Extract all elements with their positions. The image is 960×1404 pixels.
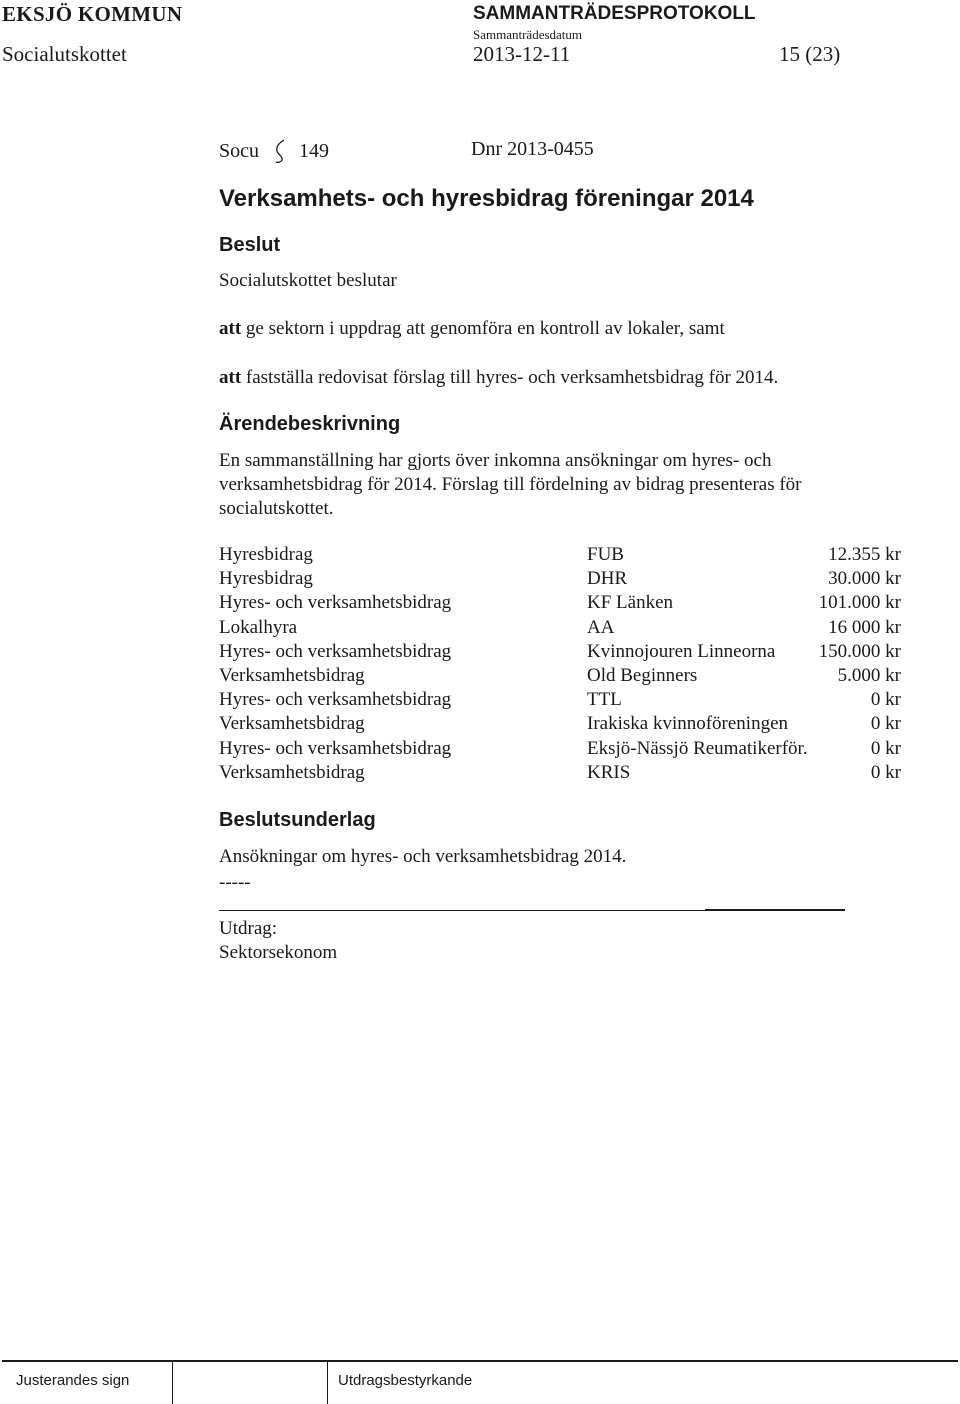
footer-divider	[327, 1362, 328, 1404]
decision-heading: Beslut	[219, 234, 281, 256]
grant-type: Hyresbidrag	[219, 568, 313, 590]
grant-amount: 16 000 kr	[828, 616, 901, 638]
footer-rule	[2, 1360, 958, 1362]
section-number: 149	[299, 139, 329, 162]
grant-row	[219, 665, 909, 689]
grant-organization: Eksjö-Nässjö Reumatikerför.	[587, 737, 808, 759]
grant-organization: Old Beginners	[587, 664, 698, 686]
meeting-date-label: Sammanträdesdatum	[473, 27, 583, 42]
document-type: SAMMANTRÄDESPROTOKOLL	[473, 3, 756, 24]
grant-amount: 0 kr	[870, 713, 901, 735]
municipality-name: EKSJÖ KOMMUN	[2, 2, 183, 26]
grant-amount: 5.000 kr	[837, 664, 901, 686]
decision-clause	[219, 317, 725, 341]
basis-text: Ansökningar om hyres- och verksamhetsbidrag 2014.	[219, 846, 627, 867]
grant-row	[219, 641, 909, 665]
description-line: socialutskottet.	[219, 498, 334, 519]
grant-row	[219, 689, 909, 713]
footer-divider	[172, 1362, 173, 1404]
clause-text: ge sektorn i uppdrag att genomföra en kontroll av lokaler, samt	[241, 318, 725, 339]
description-text	[219, 449, 859, 521]
att-keyword: att	[219, 367, 242, 388]
grant-organization: Irakiska kvinnoföreningen	[587, 713, 789, 735]
grant-organization: DHR	[587, 568, 628, 590]
grant-type: Lokalhyra	[219, 616, 298, 638]
grant-table	[219, 544, 909, 786]
grant-organization: KF Länken	[587, 592, 674, 614]
meeting-date: 2013-12-11	[473, 42, 571, 66]
grant-amount: 12.355 kr	[828, 544, 901, 565]
diarie-number: Dnr 2013-0455	[471, 138, 594, 160]
extract-label: Utdrag:	[219, 918, 278, 939]
page-title: Verksamhets- och hyresbidrag föreningar 2014	[219, 185, 754, 212]
grant-organization: KRIS	[587, 761, 631, 783]
basis-heading: Beslutsunderlag	[219, 809, 376, 831]
grant-amount: 150.000 kr	[818, 640, 901, 662]
grant-amount: 30.000 kr	[828, 568, 901, 590]
grant-organization: TTL	[587, 689, 622, 711]
section-sign-icon	[269, 138, 291, 164]
page-number: 15 (23)	[779, 42, 841, 66]
signature-divider-accent	[705, 909, 845, 911]
grant-amount: 0 kr	[870, 689, 901, 711]
description-heading: Ärendebeskrivning	[219, 413, 401, 435]
section-prefix: Socu	[219, 139, 259, 162]
grant-type: Verksamhetsbidrag	[219, 713, 365, 735]
att-keyword: att	[219, 318, 242, 339]
footer-extract-label: Utdragsbestyrkande	[338, 1372, 473, 1389]
grant-organization: Kvinnojouren Linneorna	[587, 640, 776, 662]
description-line: En sammanställning har gjorts över inkomna ansökningar om hyres- och	[219, 450, 772, 471]
decision-clause	[219, 366, 778, 390]
grant-row	[219, 592, 909, 616]
decision-intro: Socialutskottet beslutar	[219, 270, 397, 291]
grant-row	[219, 738, 909, 762]
grant-row	[219, 762, 909, 786]
extract-recipient: Sektorsekonom	[219, 942, 338, 963]
grant-type: Verksamhetsbidrag	[219, 664, 365, 686]
grant-row	[219, 544, 909, 568]
grant-type: Hyres- och verksamhetsbidrag	[219, 640, 452, 662]
footer-sign-label: Justerandes sign	[16, 1372, 130, 1389]
grant-organization: AA	[587, 616, 615, 638]
grant-type: Hyres- och verksamhetsbidrag	[219, 737, 452, 759]
grant-organization: FUB	[587, 544, 624, 565]
section-reference	[219, 138, 329, 164]
grant-row	[219, 617, 909, 641]
grant-amount: 101.000 kr	[818, 592, 901, 614]
grant-type: Verksamhetsbidrag	[219, 761, 365, 783]
grant-row	[219, 713, 909, 737]
description-line: verksamhetsbidrag för 2014. Förslag till fördelning av bidrag presenteras för	[219, 474, 802, 495]
grant-amount: 0 kr	[870, 737, 901, 759]
grant-type: Hyresbidrag	[219, 544, 313, 565]
grant-amount: 0 kr	[870, 761, 901, 783]
basis-dashes: -----	[219, 872, 251, 893]
clause-text: fastställa redovisat förslag till hyres- och verksamhetsbidrag för 2014.	[241, 367, 779, 388]
committee-name: Socialutskottet	[2, 42, 127, 66]
grant-type: Hyres- och verksamhetsbidrag	[219, 689, 452, 711]
grant-row	[219, 568, 909, 592]
grant-type: Hyres- och verksamhetsbidrag	[219, 592, 452, 614]
